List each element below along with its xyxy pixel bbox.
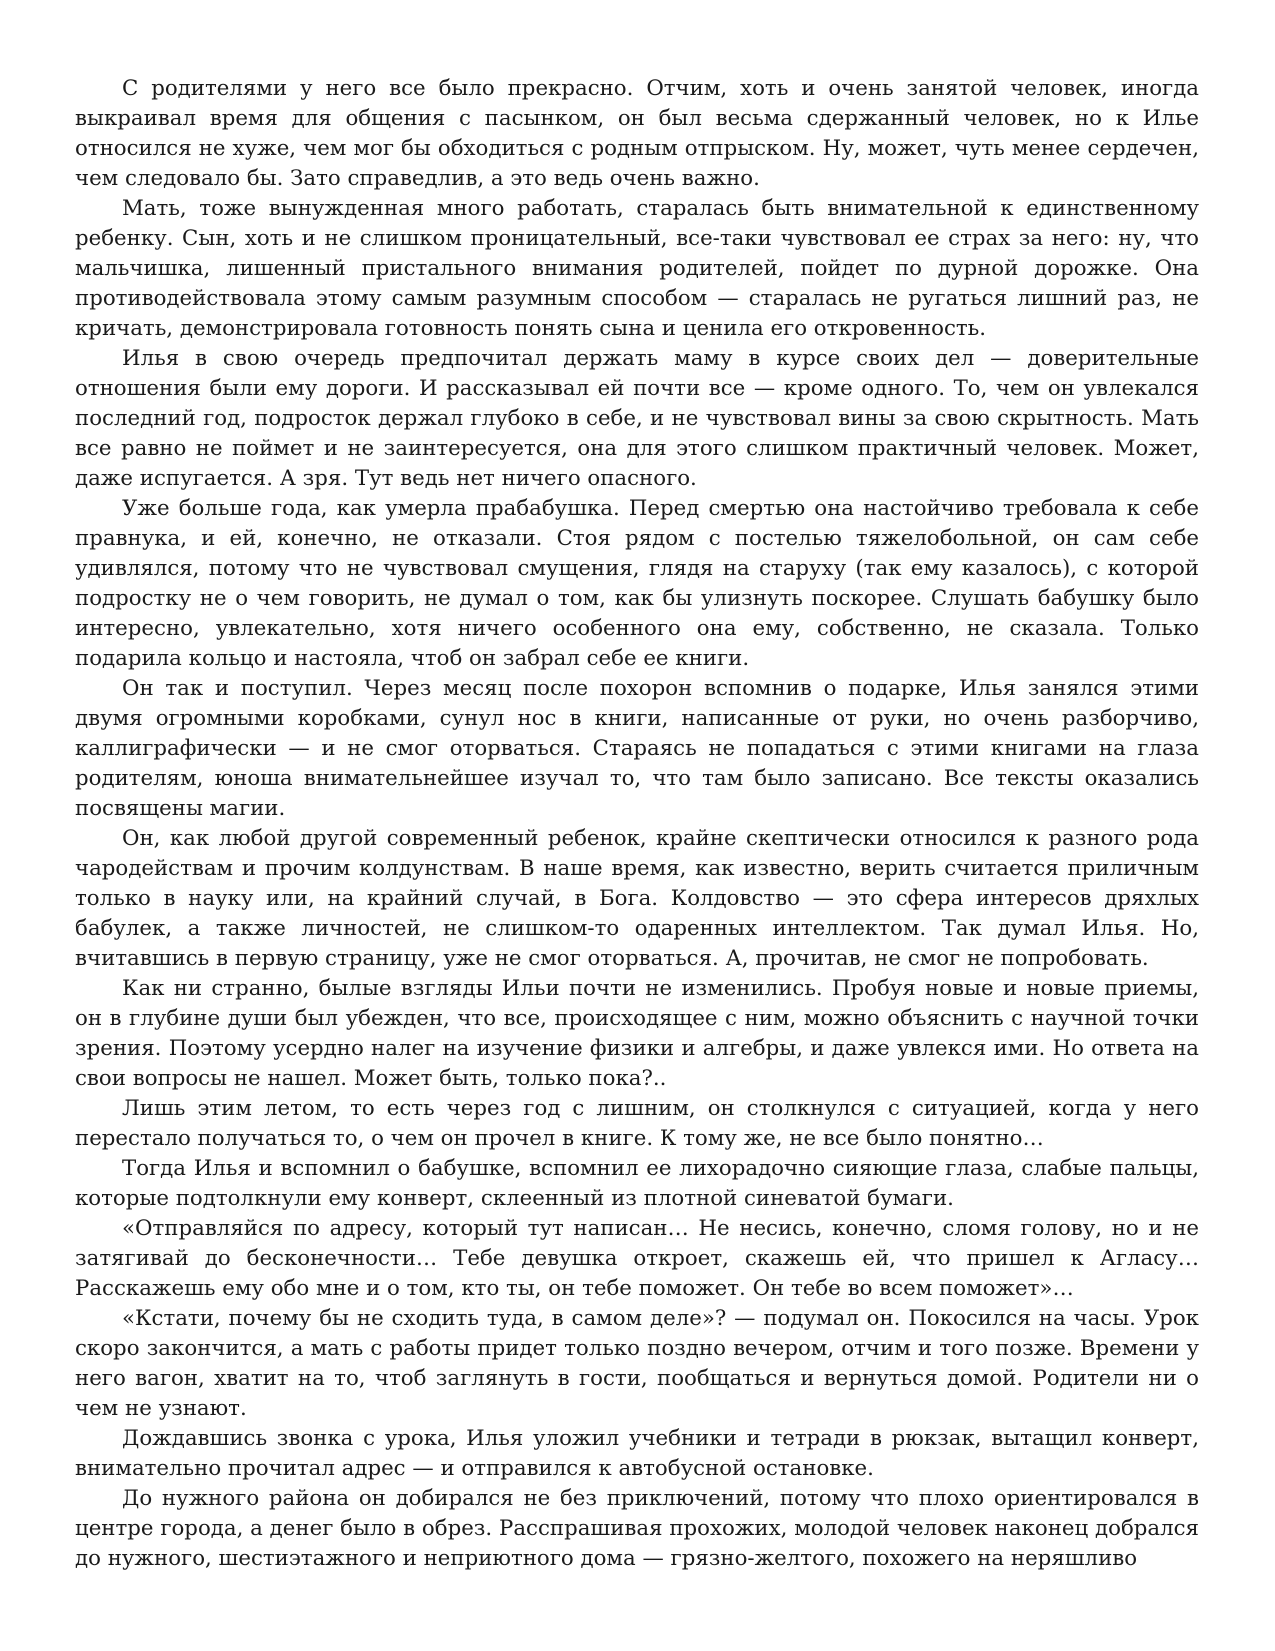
paragraph-9: Тогда Илья и вспомнил о бабушке, вспомнил ее лихорадочно сияющие глаза, слабые пальцы, которые подтолкнули ему конверт, склеенный из плотной синеватой бумаги. — [75, 1156, 1199, 1211]
paragraph-12: Дождавшись звонка с урока, Илья уложил учебники и тетради в рюкзак, вытащил конверт, внимательно прочитал адрес — и отправился к автобусной остановке. — [75, 1426, 1199, 1481]
paragraph-5: Он так и поступил. Через месяц после похорон вспомнив о подарке, Илья занялся этими двумя огромными коробками, сунул нос в книги, написанные от руки, но очень разборчиво, каллиграфически — и не смог оторваться. Стараясь не попадаться с этими книгами на глаза родителям, юноша внимательнейшее изучал то, что там было записано. Все тексты оказались посвящены магии. — [75, 676, 1199, 821]
paragraph-6: Он, как любой другой современный ребенок, крайне скептически относился к разного рода чародействам и прочим колдунствам. В наше время, как известно, верить считается приличным только в науку или, на крайний случай, в Бога. Колдовство — это сфера интересов дряхлых бабулек, а также личностей, не слишком-то одаренных интеллектом. Так думал Илья. Но, вчитавшись в первую страницу, уже не смог оторваться. А, прочитав, не смог не попробовать. — [75, 826, 1199, 971]
paragraph-13: До нужного района он добирался не без приключений, потому что плохо ориентировался в центре города, а денег было в обрез. Расспрашивая прохожих, молодой человек наконец добрался до нужного, шестиэтажного и неприютного дома — грязно-желтого, похожего на неряшливо — [75, 1486, 1199, 1571]
document-page — [75, 74, 1199, 1574]
paragraph-8: Лишь этим летом, то есть через год с лишним, он столкнулся с ситуацией, когда у него перестало получаться то, о чем он прочел в книге. К тому же, не все было понятно… — [75, 1096, 1199, 1151]
paragraph-7: Как ни странно, былые взгляды Ильи почти не изменились. Пробуя новые и новые приемы, он в глубине души был убежден, что все, происходящее с ним, можно объяснить с научной точки зрения. Поэтому усердно налег на изучение физики и алгебры, и даже увлекся ими. Но ответа на свои вопросы не нашел. Может быть, только пока?.. — [75, 976, 1199, 1091]
paragraph-1: С родителями у него все было прекрасно. Отчим, хоть и очень занятой человек, иногда выкраивал время для общения с пасынком, он был весьма сдержанный человек, но к Илье относился не хуже, чем мог бы обходиться с родным отпрыском. Ну, может, чуть менее сердечен, чем следовало бы. Зато справедлив, а это ведь очень важно. — [75, 76, 1199, 191]
paragraph-2: Мать, тоже вынужденная много работать, старалась быть внимательной к единственному ребенку. Сын, хоть и не слишком проницательный, все-таки чувствовал ее страх за него: ну, что мальчишка, лишенный пристального внимания родителей, пойдет по дурной дорожке. Она противодействовала этому самым разумным способом — старалась не ругаться лишний раз, не кричать, демонстрировала готовность понять сына и ценила его откровенность. — [75, 196, 1199, 341]
paragraph-10: «Отправляйся по адресу, который тут написан… Не несись, конечно, сломя голову, но и не затягивай до бесконечности… Тебе девушка откроет, скажешь ей, что пришел к Агласу… Расскажешь ему обо мне и о том, кто ты, он тебе поможет. Он тебе во всем поможет»… — [75, 1216, 1199, 1301]
paragraph-4: Уже больше года, как умерла прабабушка. Перед смертью она настойчиво требовала к себе правнука, и ей, конечно, не отказали. Стоя рядом с постелью тяжелобольной, он сам себе удивлялся, потому что не чувствовал смущения, глядя на старуху (так ему казалось), с которой подростку не о чем говорить, не думал о том, как бы улизнуть поскорее. Слушать бабушку было интересно, увлекательно, хотя ничего особенного она ему, собственно, не сказала. Только подарила кольцо и настояла, чтоб он забрал себе ее книги. — [75, 496, 1199, 671]
paragraph-11: «Кстати, почему бы не сходить туда, в самом деле»? — подумал он. Покосился на часы. Урок скоро закончится, а мать с работы придет только поздно вечером, отчим и того позже. Времени у него вагон, хватит на то, чтоб заглянуть в гости, пообщаться и вернуться домой. Родители ни о чем не узнают. — [75, 1306, 1199, 1421]
paragraph-3: Илья в свою очередь предпочитал держать маму в курсе своих дел — доверительные отношения были ему дороги. И рассказывал ей почти все — кроме одного. То, чем он увлекался последний год, подросток держал глубоко в себе, и не чувствовал вины за свою скрытность. Мать все равно не поймет и не заинтересуется, она для этого слишком практичный человек. Может, даже испугается. А зря. Тут ведь нет ничего опасного. — [75, 346, 1199, 491]
